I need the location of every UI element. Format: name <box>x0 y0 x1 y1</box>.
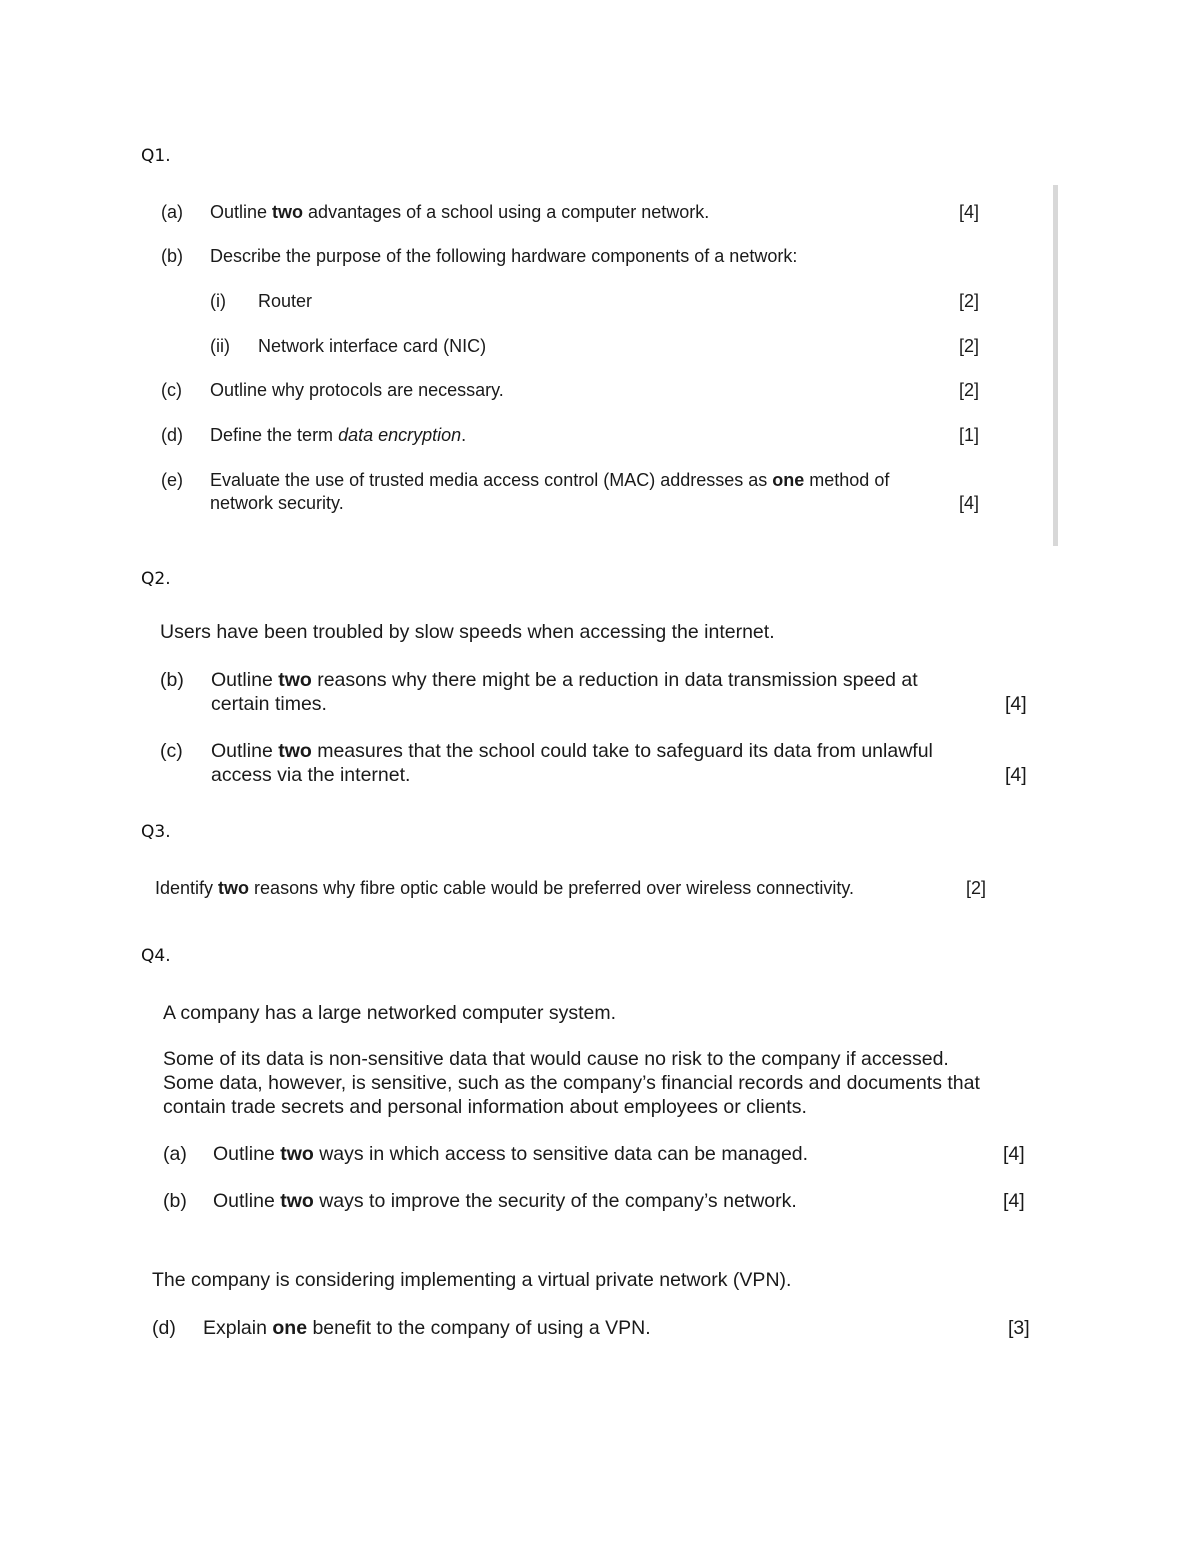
q1e-marks: [4] <box>959 493 980 513</box>
q2b-text: Outline two reasons why there might be a reduction in data transmission speed at certain times. <box>211 669 918 715</box>
q1bii-marks: [2] <box>959 336 980 356</box>
q1a-text: Outline two advantages of a school using a computer network. <box>210 202 710 222</box>
q1c-text: Outline why protocols are necessary. <box>210 380 504 400</box>
q1d-marks: [1] <box>959 425 980 445</box>
q4-vpn-intro: The company is considering implementing a virtual private network (VPN). <box>152 1269 792 1291</box>
scrollbar-track <box>1053 185 1058 546</box>
q2c-label: (c) <box>160 740 183 762</box>
q4-intro-1: A company has a large networked computer system. <box>163 1002 617 1024</box>
q1c-marks: [2] <box>959 380 980 400</box>
q4a-text: Outline two ways in which access to sensitive data can be managed. <box>213 1143 809 1165</box>
q2-intro: Users have been troubled by slow speeds when accessing the internet. <box>160 621 775 643</box>
q1b-text: Describe the purpose of the following hardware components of a network: <box>210 246 798 266</box>
q1c-label: (c) <box>161 380 182 400</box>
q3-marks: [2] <box>966 878 987 898</box>
q1bi-marks: [2] <box>959 291 980 311</box>
q1-heading: Q1. <box>141 146 171 166</box>
q4-intro-2: Some of its data is non-sensitive data that would cause no risk to the company if accessed. Some data, however, is sensitive, such as the company’s financial records and documents that contain trade secrets and personal information about employees or clients. <box>163 1048 980 1118</box>
q4b-label: (b) <box>163 1190 187 1212</box>
q4d-marks: [3] <box>1008 1317 1030 1339</box>
q4b-marks: [4] <box>1003 1190 1025 1212</box>
q4a-marks: [4] <box>1003 1143 1025 1165</box>
q1b-label: (b) <box>161 246 183 266</box>
q1d-label: (d) <box>161 425 183 445</box>
q1e-label: (e) <box>161 470 183 490</box>
q2c-marks: [4] <box>1005 764 1027 786</box>
q4a-label: (a) <box>163 1143 187 1165</box>
q4b-text: Outline two ways to improve the security of the company’s network. <box>213 1190 797 1212</box>
q2c-text: Outline two measures that the school could take to safeguard its data from unlawful access via the internet. <box>211 740 933 786</box>
q1bii-label: (ii) <box>210 336 230 356</box>
q4d-label: (d) <box>152 1317 176 1339</box>
q1bii-text: Network interface card (NIC) <box>258 336 487 356</box>
q4d-text: Explain one benefit to the company of using a VPN. <box>203 1317 651 1339</box>
q1bi-label: (i) <box>210 291 226 311</box>
q1d-text: Define the term data encryption. <box>210 425 467 445</box>
q3-text: Identify two reasons why fibre optic cable would be preferred over wireless connectivity. <box>155 878 854 898</box>
q2b-marks: [4] <box>1005 693 1027 715</box>
q3-heading: Q3. <box>141 822 171 842</box>
q1e-text: Evaluate the use of trusted media access control (MAC) addresses as one method of network security. <box>210 470 890 513</box>
q1bi-text: Router <box>258 291 313 311</box>
q1a-marks: [4] <box>959 202 980 222</box>
q2-heading: Q2. <box>141 569 171 589</box>
q2b-label: (b) <box>160 669 184 691</box>
q1a-label: (a) <box>161 202 183 222</box>
q4-heading: Q4. <box>141 946 171 966</box>
